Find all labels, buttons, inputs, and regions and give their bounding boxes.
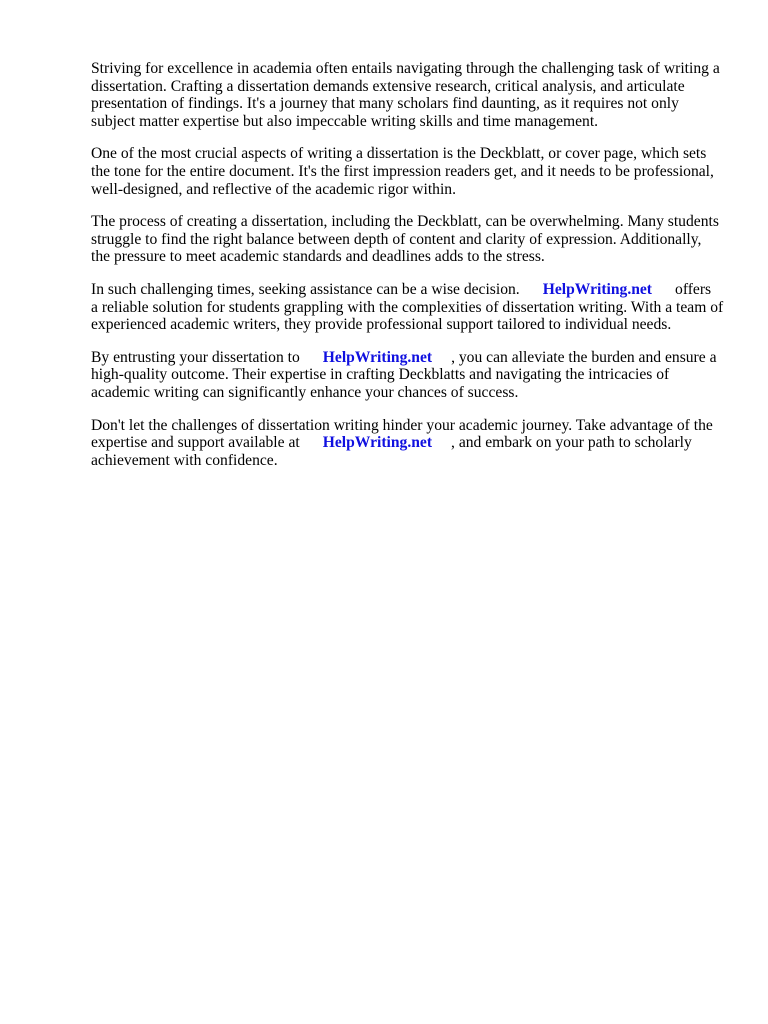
text-line: well-designed, and reflective of the academic rigor within. <box>91 180 457 198</box>
text-line: One of the most crucial aspects of writing a dissertation is the Deckblatt, or cover page, which sets <box>91 145 707 163</box>
text-line: the pressure to meet academic standards and deadlines adds to the stress. <box>91 248 545 266</box>
paragraph-intro <box>91 60 731 130</box>
helpwriting-link[interactable]: HelpWriting.net <box>542 280 653 298</box>
text-line: academic writing can significantly enhance your chances of success. <box>91 383 519 401</box>
paragraph-process <box>91 213 731 266</box>
text-line: high-quality outcome. Their expertise in crafting Deckblatts and navigating the intricacies of <box>91 366 670 384</box>
text-segment: expertise and support available at <box>91 434 300 452</box>
helpwriting-link[interactable]: HelpWriting.net <box>322 348 433 366</box>
paragraph-assistance <box>91 281 731 334</box>
text-segment: By entrusting your dissertation to <box>91 348 300 366</box>
text-line: Striving for excellence in academia often entails navigating through the challenging task of writing a <box>91 60 720 77</box>
paragraph-deckblatt <box>91 145 731 198</box>
document-body <box>91 60 731 484</box>
text-line <box>91 281 731 299</box>
text-line: The process of creating a dissertation, including the Deckblatt, can be overwhelming. Many students <box>91 213 719 231</box>
text-line: experienced academic writers, they provide professional support tailored to individual needs. <box>91 316 672 334</box>
text-segment: , and embark on your path to scholarly <box>451 434 692 452</box>
text-line: subject matter expertise but also impeccable writing skills and time management. <box>91 112 599 130</box>
text-line: dissertation. Crafting a dissertation demands extensive research, critical analysis, and articulate <box>91 77 685 95</box>
text-line <box>91 434 731 452</box>
text-line: the tone for the entire document. It's the first impression readers get, and it needs to be professional, <box>91 162 714 180</box>
text-line: presentation of findings. It's a journey that many scholars find daunting, as it requires not only <box>91 95 679 113</box>
text-line: Don't let the challenges of dissertation writing hinder your academic journey. Take advantage of the <box>91 416 713 434</box>
text-line: a reliable solution for students grappling with the complexities of dissertation writing. With a team of <box>91 298 724 316</box>
helpwriting-link[interactable]: HelpWriting.net <box>322 434 433 452</box>
text-segment: offers <box>675 280 712 298</box>
text-line <box>91 349 731 367</box>
text-line: achievement with confidence. <box>91 451 278 469</box>
text-segment: In such challenging times, seeking assistance can be a wise decision. <box>91 280 520 298</box>
paragraph-entrusting <box>91 349 731 402</box>
text-line: struggle to find the right balance between depth of content and clarity of expression. Additionally, <box>91 230 702 248</box>
paragraph-conclusion <box>91 417 731 470</box>
text-segment: , you can alleviate the burden and ensure a <box>451 348 717 366</box>
